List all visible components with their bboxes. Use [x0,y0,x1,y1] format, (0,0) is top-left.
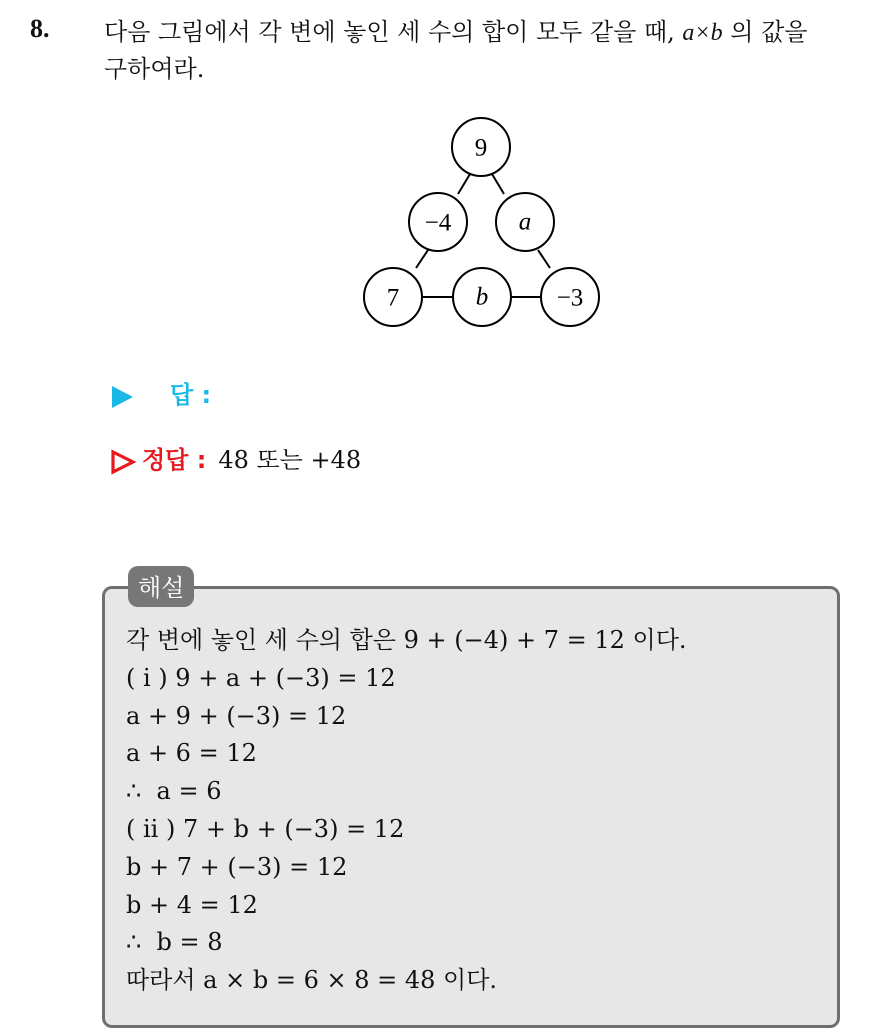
edge-top-leftmid [458,174,470,194]
node-top-label: 9 [474,134,488,162]
solution-line: ∴ a = 6 [126,777,222,806]
correct-answer-label: 정답 : [142,446,207,474]
solution-line: a + 9 + (−3) = 12 [126,701,347,730]
question-text-line1: 다음 그림에서 각 변에 놓인 세 수의 합이 모두 같을 때, [104,18,683,46]
node-right-mid-label: a [518,208,532,236]
edge-leftmid-bottomleft [416,250,428,268]
solution-line: ( i ) 9 + a + (−3) = 12 [126,663,396,692]
solution-line: ∴ b = 8 [126,928,223,957]
solution-line: 따라서 a × b = 6 × 8 = 48 이다. [126,966,498,995]
filled-triangle-icon [110,385,134,409]
question-number: 8. [30,14,50,43]
correct-answer-row [110,440,361,475]
correct-answer-value: 48 또는 +48 [218,446,362,474]
edge-top-rightmid [492,174,504,194]
solution-line: a + 6 = 12 [126,739,257,768]
number-triangle-diagram [362,116,602,332]
solution-line: b + 7 + (−3) = 12 [126,852,348,881]
question-expression: a×b [682,20,723,46]
solution-tag: 해설 [128,566,194,607]
question-text-line1-end: 의 값을 [722,18,808,46]
node-bottom-right-label: −3 [556,284,584,312]
answer-row [110,375,211,410]
answer-label: 답 : [170,381,212,409]
edge-rightmid-bottomright [538,250,550,268]
solution-line: b + 4 = 12 [126,890,258,919]
outline-triangle-icon [110,449,136,475]
node-bottom-left-label: 7 [386,284,400,312]
node-bottom-mid-label: b [475,283,489,311]
solution-line: 각 변에 놓인 세 수의 합은 9 + (−4) + 7 = 12 이다. [126,626,687,654]
solution-lines [126,622,687,1000]
node-left-mid-label: −4 [424,209,452,237]
solution-line: ( ii ) 7 + b + (−3) = 12 [126,814,405,843]
question-text [104,14,874,87]
question-text-line2: 구하여라. [104,55,205,83]
